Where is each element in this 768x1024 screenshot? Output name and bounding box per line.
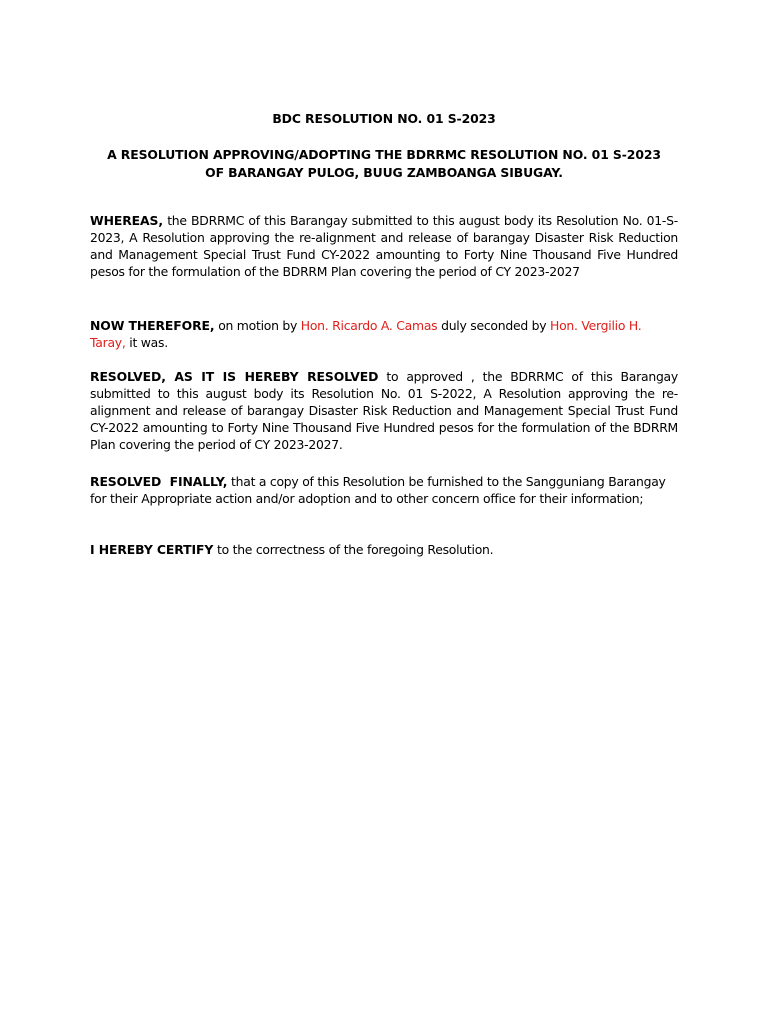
whereas-paragraph [90, 212, 678, 280]
resolution-title: BDC RESOLUTION NO. 01 S-2023 [272, 111, 496, 126]
now-therefore-lead: NOW THEREFORE, [90, 318, 215, 333]
now-therefore-text-2: duly seconded by [437, 318, 551, 333]
certify-lead: I HEREBY CERTIFY [90, 542, 214, 557]
certify-text: to the correctness of the foregoing Resolution. [213, 542, 494, 557]
resolved-paragraph [90, 368, 678, 453]
now-therefore-text-3: it was. [125, 335, 168, 350]
resolved-finally-text: that a copy of this Resolution be furnished to the Sangguniang Barangay for their Appropriate action and/or adoption and to other concern office for their information; [90, 474, 666, 506]
resolved-lead: RESOLVED, AS IT IS HEREBY RESOLVED [90, 369, 379, 384]
mover-name: Hon. Ricardo A. Camas [300, 318, 438, 333]
subtitle-line-2: OF BARANGAY PULOG, BUUG ZAMBOANGA SIBUGAY. [205, 165, 563, 180]
now-therefore-paragraph [90, 317, 678, 351]
whereas-text: the BDRRMC of this Barangay submitted to this august body its Resolution No. 01-S-2023, A Resolution approving the re-alignment and release of barangay Disaster Risk Reduction and Management Special Trust Fund CY-2022 amounting to Forty Nine Thousand Five Hundred pesos for the formulation of the BDRRM Plan covering the period of CY 2023-2027 [90, 213, 678, 279]
resolved-finally-paragraph [90, 473, 678, 507]
subtitle-line-1: A RESOLUTION APPROVING/ADOPTING THE BDRRMC RESOLUTION NO. 01 S-2023 [107, 147, 661, 162]
now-therefore-text-1: on motion by [214, 318, 301, 333]
resolved-text: to approved , the BDRRMC of this Barangay submitted to this august body its Resolution No. 01 S-2022, A Resolution approving the re-alignment and release of barangay Disaster Risk Reduction and Management Special Trust Fund CY-2022 amounting to Forty Nine Thousand Five Hundred pesos for the formulation of the BDRRM Plan covering the period of CY 2023-2027. [90, 369, 678, 452]
certify-paragraph [90, 541, 678, 558]
seconder-name: Hon. Vergilio H. Taray, [90, 318, 642, 350]
resolved-finally-lead: RESOLVED FINALLY, [90, 474, 228, 489]
resolution-subtitle [90, 146, 678, 182]
whereas-lead: WHEREAS, [90, 213, 163, 228]
